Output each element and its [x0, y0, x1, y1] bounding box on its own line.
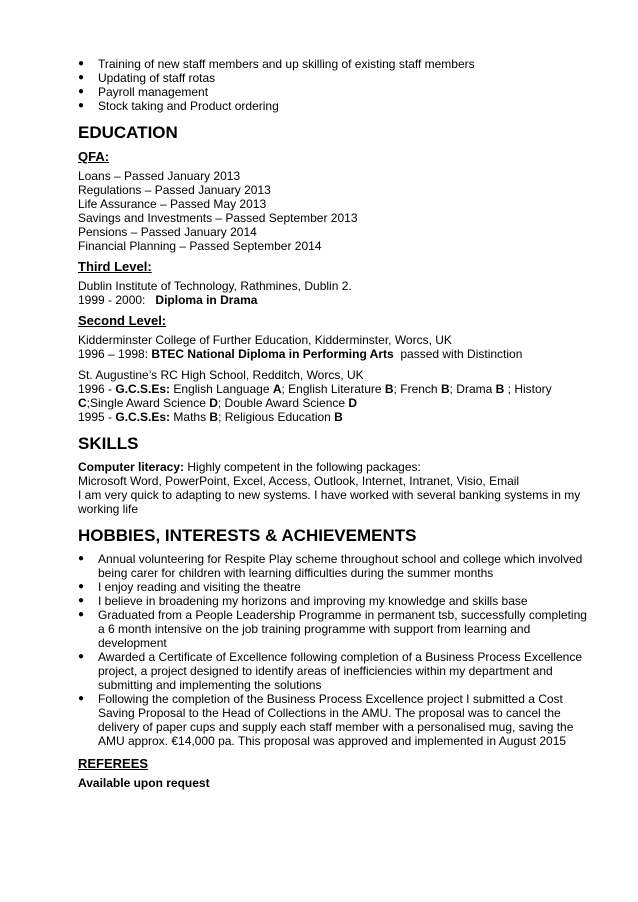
qfa-item: Regulations – Passed January 2013 — [78, 183, 271, 197]
gcse-grade: B — [334, 410, 343, 424]
computer-literacy-line — [78, 460, 588, 474]
gcse-subject: Double Award Science — [224, 396, 349, 410]
gcse-subject: French — [400, 382, 441, 396]
gcse-grade: C — [78, 396, 87, 410]
gcse-separator: ; — [218, 410, 225, 424]
hobbies-list — [78, 552, 588, 748]
gcse-grade: D — [209, 396, 218, 410]
third-level-years: 1999 - 2000: — [78, 293, 146, 307]
list-item: ● Graduated from a People Leadership Programme in permanent tsb, successfully completing a 6 month intensive on the job training programme with support from learning and development — [78, 608, 588, 650]
duties-list — [78, 57, 588, 113]
gcse1-year: 1996 - — [78, 382, 113, 396]
college-years: 1996 – 1998: — [78, 347, 149, 361]
gcse-subject: Religious Education — [224, 410, 335, 424]
qfa-item: Loans – Passed January 2013 — [78, 169, 241, 183]
gcse-grade: B — [384, 382, 394, 396]
gcse-subject: English Literature — [288, 382, 385, 396]
gcse-separator: ; — [217, 396, 225, 410]
referees-text: Available upon request — [78, 776, 210, 790]
third-level-award-line — [78, 293, 588, 307]
qfa-item: Pensions – Passed January 2014 — [78, 225, 257, 239]
gcse-subject: Drama — [456, 382, 496, 396]
qfa-item: Savings and Investments – Passed September 2013 — [78, 211, 358, 225]
list-item: ● Payroll management — [78, 85, 588, 99]
third-level-award: Diploma in Drama — [155, 293, 258, 307]
qfa-item: Life Assurance – Passed May 2013 — [78, 197, 267, 211]
college-result: passed with Distinction — [400, 347, 523, 361]
qfa-heading: QFA: — [78, 149, 110, 164]
college-award-line — [78, 347, 588, 361]
gcse-separator: ; — [449, 382, 457, 396]
list-item: ● Stock taking and Product ordering — [78, 99, 588, 113]
gcse-separator: ; — [393, 382, 401, 396]
gcse-subject: Maths — [173, 410, 210, 424]
gcse-grade: B — [440, 382, 450, 396]
gcse-subject: English Language — [173, 382, 273, 396]
gcse-grade: B — [209, 410, 219, 424]
resume-page — [78, 57, 588, 790]
list-item: ● Annual volunteering for Respite Play scheme throughout school and college which involved being carer for children with learning difficulties during the summer months — [78, 552, 588, 580]
list-item: ● Awarded a Certificate of Excellence following completion of a Business Process Excellence project, a project designed to identify areas of inefficiencies within my department and submitting and implementing the solutions — [78, 650, 588, 692]
computer-literacy-intro: Highly competent in the following packages: — [187, 460, 421, 474]
skills-heading: SKILLS — [78, 434, 139, 453]
gcse-grade: A — [272, 382, 282, 396]
gcse2-year: 1995 - — [78, 410, 113, 424]
gcse2-label: G.C.S.Es: — [115, 410, 171, 424]
third-level-institution: Dublin Institute of Technology, Rathmines, Dublin 2. — [78, 279, 352, 293]
qfa-list — [78, 169, 588, 253]
gcse-separator: ; — [281, 382, 289, 396]
qfa-item: Financial Planning – Passed September 2014 — [78, 239, 322, 253]
gcse-grade: D — [348, 396, 358, 410]
gcse1-label: G.C.S.Es: — [115, 382, 171, 396]
gcse-grade: B — [495, 382, 505, 396]
list-item: ● Updating of staff rotas — [78, 71, 588, 85]
referees-heading: REFEREES — [78, 756, 149, 771]
college-name: Kidderminster College of Further Education, Kidderminster, Worcs, UK — [78, 333, 452, 347]
gcse-1995-line — [78, 410, 588, 424]
gcse-separator: ; — [86, 396, 91, 410]
list-item: ● Following the completion of the Business Process Excellence project I submitted a Cost Saving Proposal to the Head of Collections in the AMU. The proposal was to cancel the delivery of paper cups and supply each staff member with a personalised mug, saving the AMU approx. €14,000 pa. This proposal was approved and implemented in August 2015 — [78, 692, 588, 748]
hobbies-heading: HOBBIES, INTERESTS & ACHIEVEMENTS — [78, 526, 417, 545]
gcse-separator: ; — [504, 382, 515, 396]
software-packages: Microsoft Word, PowerPoint, Excel, Access, Outlook, Internet, Intranet, Visio, Email — [78, 474, 520, 488]
gcse-1996-line — [78, 382, 588, 410]
gcse-subject: History — [514, 382, 552, 396]
second-level-heading: Second Level: — [78, 313, 167, 328]
systems-adaptability: I am very quick to adapting to new systems. I have worked with several banking systems in my working life — [78, 488, 581, 516]
list-item: ● I believe in broadening my horizons and improving my knowledge and skills base — [78, 594, 588, 608]
third-level-heading: Third Level: — [78, 259, 152, 274]
college-award: BTEC National Diploma in Performing Arts — [151, 347, 394, 361]
gcse-subject: Single Award Science — [90, 396, 210, 410]
list-item: ● Training of new staff members and up skilling of existing staff members — [78, 57, 588, 71]
school-name: St. Augustine’s RC High School, Redditch, Worcs, UK — [78, 368, 364, 382]
list-item: ● I enjoy reading and visiting the theatre — [78, 580, 588, 594]
computer-literacy-label: Computer literacy: — [78, 460, 185, 474]
education-heading: EDUCATION — [78, 123, 178, 142]
